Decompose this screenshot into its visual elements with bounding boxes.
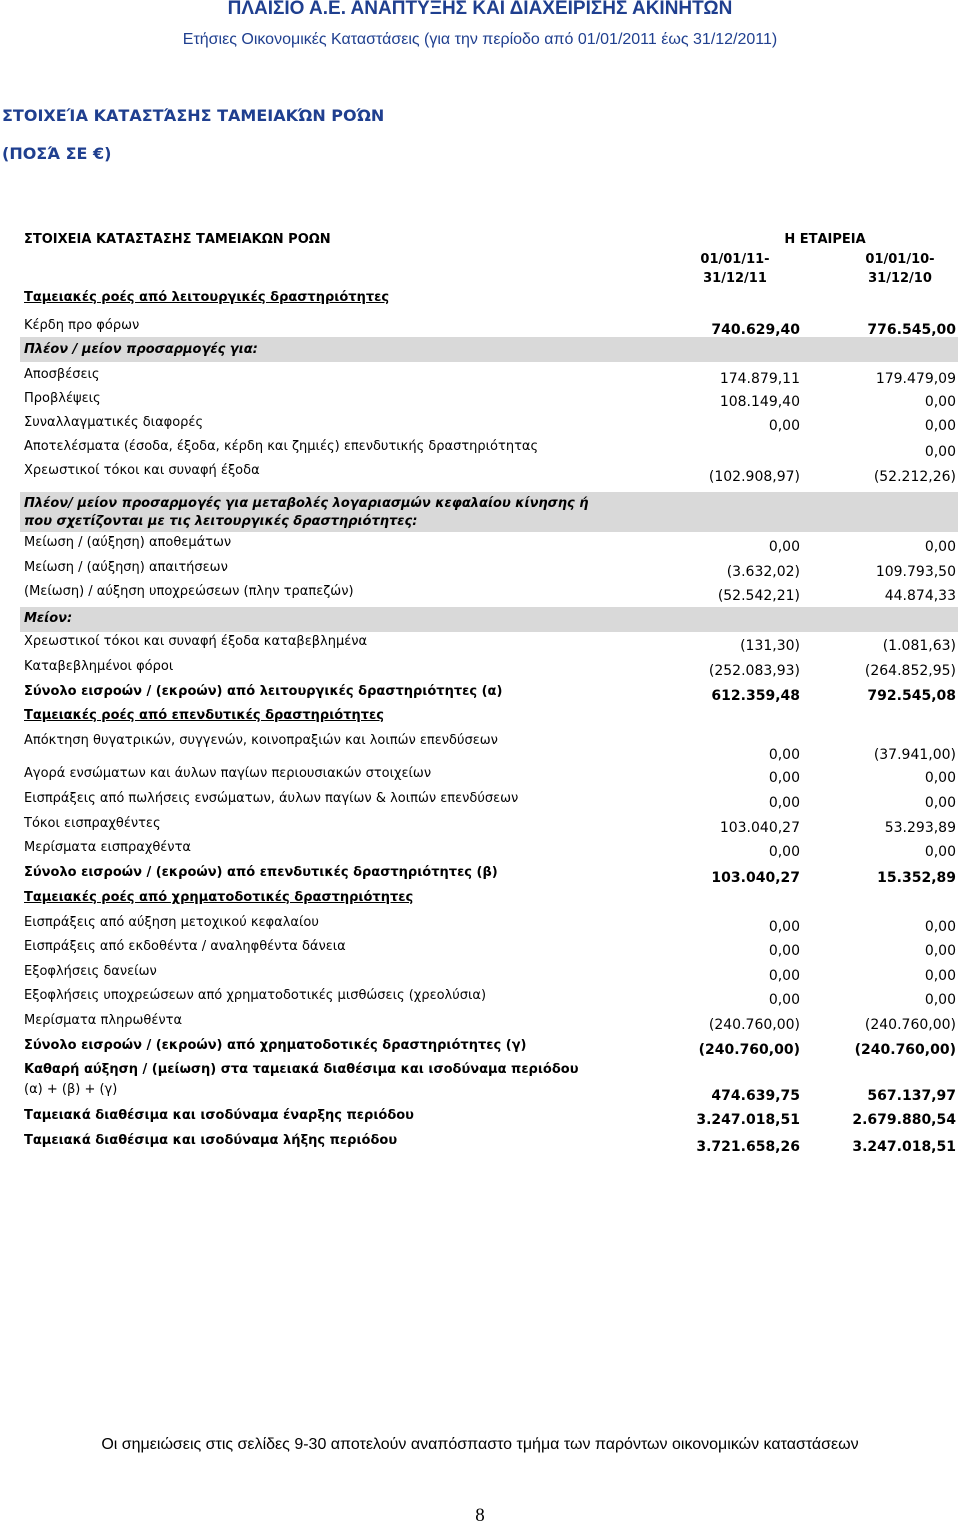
footer-note: Οι σημειώσεις στις σελίδες 9-30 αποτελούν αναπόσπαστο τμήμα των παρόντων οικονομικών καταστάσεων [101,1436,859,1453]
value-2010: 0,00 [924,770,956,786]
row-label: Πλέον/ μείον προσαρμογές για μεταβολές λογαριασμών κεφαλαίου κίνησης ή [24,496,589,511]
table-row [0,290,960,314]
table-row [0,634,960,658]
value-2010: 0,00 [924,539,956,555]
value-2011: (240.760,00) [708,1017,800,1033]
row-label: Χρεωστικοί τόκοι και συναφή έξοδα καταβεβλημένα [24,634,368,649]
value-2011: (102.908,97) [708,469,800,485]
row-label: Απόκτηση θυγατρικών, συγγενών, κοινοπραξιών και λοιπών επενδύσεων [24,733,498,748]
value-2011: 0,00 [768,943,800,959]
table-row [0,1013,960,1037]
value-2011: 740.629,40 [711,322,800,338]
period-2010-end: 31/12/10 [868,271,932,286]
table-row [0,890,960,914]
value-2011: 103.040,27 [719,820,800,836]
row-label: Μερίσματα πληρωθέντα [24,1013,183,1028]
row-label: Εξοφλήσεις υποχρεώσεων από χρηματοδοτικές μισθώσεις (χρεολύσια) [24,988,487,1003]
value-2010: 0,00 [924,968,956,984]
value-2011: (240.760,00) [698,1042,800,1058]
row-label: Μείον: [24,611,73,626]
value-2011: 3.721.658,26 [696,1139,800,1155]
page-number: 8 [475,1505,485,1526]
table-row [0,659,960,683]
value-2010: 15.352,89 [877,870,956,886]
table-row [0,964,960,988]
row-label: (Μείωση) / αύξηση υποχρεώσεων (πλην τραπεζών) [24,584,354,599]
table-row [0,865,960,889]
value-2010: 109.793,50 [875,564,956,580]
value-2011: (131,30) [740,638,800,654]
table-row [0,791,960,815]
row-label: Καταβεβλημένοι φόροι [24,659,174,674]
table-row [0,463,960,487]
value-2011: 612.359,48 [711,688,800,704]
row-label: Κέρδη προ φόρων [24,318,140,333]
value-2010: 179.479,09 [875,371,956,387]
table-row [0,816,960,840]
value-2011: 0,00 [768,539,800,555]
period-2011-header [680,250,790,288]
table-row [0,584,960,608]
row-label: Τόκοι εισπραχθέντες [24,816,161,831]
value-2010: (37.941,00) [873,747,956,763]
value-2010: 44.874,33 [884,588,956,604]
value-2010: 0,00 [924,444,956,460]
period-2011-start: 01/01/11- [700,252,770,267]
row-label: Αποσβέσεις [24,367,100,382]
period-2010-start: 01/01/10- [865,252,935,267]
value-2011: 0,00 [768,770,800,786]
table-title: ΣΤΟΙΧΕΙΑ ΚΑΤΑΣΤΑΣΗΣ ΤΑΜΕΙΑΚΩΝ ΡΟΩΝ [24,232,331,247]
table-row [0,840,960,864]
table-row [0,560,960,584]
value-2010: (1.081,63) [882,638,956,654]
row-label: Μερίσματα εισπραχθέντα [24,840,191,855]
table-row [0,766,960,790]
value-2011: 0,00 [768,418,800,434]
value-2011: 0,00 [768,968,800,984]
value-2010: (240.760,00) [854,1042,956,1058]
value-2010: 0,00 [924,992,956,1008]
row-label: Προβλέψεις [24,391,101,406]
value-2010: 567.137,97 [867,1088,956,1104]
row-label: Ταμειακές ροές από χρηματοδοτικές δραστηριότητες [24,890,414,905]
value-2010: 0,00 [924,943,956,959]
row-label: Εισπράξεις από εκδοθέντα / αναληφθέντα δάνεια [24,939,346,954]
row-label: Εισπράξεις από αύξηση μετοχικού κεφαλαίου [24,915,319,930]
table-row [0,1038,960,1062]
row-label: Χρεωστικοί τόκοι και συναφή έξοδα [24,463,260,478]
value-2011: 108.149,40 [719,394,800,410]
value-2011: 0,00 [768,844,800,860]
table-row [0,318,960,342]
row-label: Πλέον / μείον προσαρμογές για: [24,342,258,357]
value-2011: 103.040,27 [711,870,800,886]
value-2011: 0,00 [768,747,800,763]
value-2010: (240.760,00) [864,1017,956,1033]
table-row [0,535,960,559]
value-2011: (252.083,93) [708,663,800,679]
value-2010: 2.679.880,54 [852,1112,956,1128]
value-2010: (52.212,26) [873,469,956,485]
period-2010-header [840,250,960,288]
table-row [0,1108,960,1132]
row-label: Εξοφλήσεις δανείων [24,964,157,979]
row-label: Ταμειακές ροές από λειτουργικές δραστηριότητες [24,290,390,305]
table-row [0,391,960,415]
row-label: Ταμειακά διαθέσιμα και ισοδύναμα λήξης περιόδου [24,1133,398,1148]
value-2011: (3.632,02) [726,564,800,580]
table-row [0,439,960,463]
row-label: Αγορά ενσώματων και άυλων παγίων περιουσιακών στοιχείων [24,766,432,781]
row-label: Εισπράξεις από πωλήσεις ενσώματων, άυλων παγίων & λοιπών επενδύσεων [24,791,519,806]
value-2011: 474.639,75 [711,1088,800,1104]
table-row [0,342,960,366]
table-row [0,708,960,732]
section-title: ΣΤΟΙΧΕΊΑ ΚΑΤΑΣΤΆΣΗΣ ΤΑΜΕΙΑΚΏΝ ΡΟΏΝ [2,106,385,125]
value-2010: 0,00 [924,919,956,935]
value-2010: 792.545,08 [867,688,956,704]
row-label: Σύνολο εισροών / (εκροών) από λειτουργικές δραστηριότητες (α) [24,684,503,699]
value-2011: (52.542,21) [717,588,800,604]
table-row [0,611,960,635]
value-2011: 0,00 [768,992,800,1008]
table-row [0,939,960,963]
value-2011: 0,00 [768,795,800,811]
amounts-note: (ΠΟΣΆ ΣΕ €) [2,144,112,163]
row-label: Σύνολο εισροών / (εκροών) από χρηματοδοτικές δραστηριότητες (γ) [24,1038,527,1053]
value-2010: 53.293,89 [884,820,956,836]
table-row [0,1133,960,1157]
value-2011: 3.247.018,51 [696,1112,800,1128]
row-label: Συναλλαγματικές διαφορές [24,415,204,430]
table-row [0,1082,960,1106]
row-label: που σχετίζονται με τις λειτουργικές δραστηριότητες: [24,514,418,529]
company-header: Η ΕΤΑΙΡΕΙΑ [784,232,866,247]
value-2011: 0,00 [768,919,800,935]
row-label: Καθαρή αύξηση / (μείωση) στα ταμειακά διαθέσιμα και ισοδύναμα περιόδου [24,1062,579,1077]
table-row [0,915,960,939]
value-2010: 3.247.018,51 [852,1139,956,1155]
period-2011-end: 31/12/11 [703,271,767,286]
row-label: Ταμειακές ροές από επενδυτικές δραστηριότητες [24,708,385,723]
value-2011: 174.879,11 [719,371,800,387]
table-row [0,415,960,439]
table-row [0,367,960,391]
value-2010: 0,00 [924,795,956,811]
value-2010: 0,00 [924,418,956,434]
value-2010: 776.545,00 [867,322,956,338]
table-row [0,684,960,708]
row-label: Αποτελέσματα (έσοδα, έξοδα, κέρδη και ζημιές) επενδυτικής δραστηριότητας [24,439,539,454]
table-row [0,988,960,1012]
value-2010: (264.852,95) [864,663,956,679]
value-2010: 0,00 [924,844,956,860]
row-label: Ταμειακά διαθέσιμα και ισοδύναμα έναρξης περιόδου [24,1108,414,1123]
row-label: Μείωση / (αύξηση) απαιτήσεων [24,560,228,575]
row-label: (α) + (β) + (γ) [24,1082,118,1097]
document-subtitle: Ετήσιες Οικονομικές Καταστάσεις (για την περίοδο από 01/01/2011 έως 31/12/2011) [182,31,778,48]
document-title: ΠΛΑΙΣΙΟ Α.Ε. ΑΝΑΠΤΥΞΗΣ ΚΑΙ ΔΙΑΧΕΙΡΙΣΗΣ ΑΚΙΝΗΤΩΝ [227,0,733,19]
row-label: Μείωση / (αύξηση) αποθεμάτων [24,535,232,550]
value-2010: 0,00 [924,394,956,410]
row-label: Σύνολο εισροών / (εκροών) από επενδυτικές δραστηριότητες (β) [24,865,498,880]
